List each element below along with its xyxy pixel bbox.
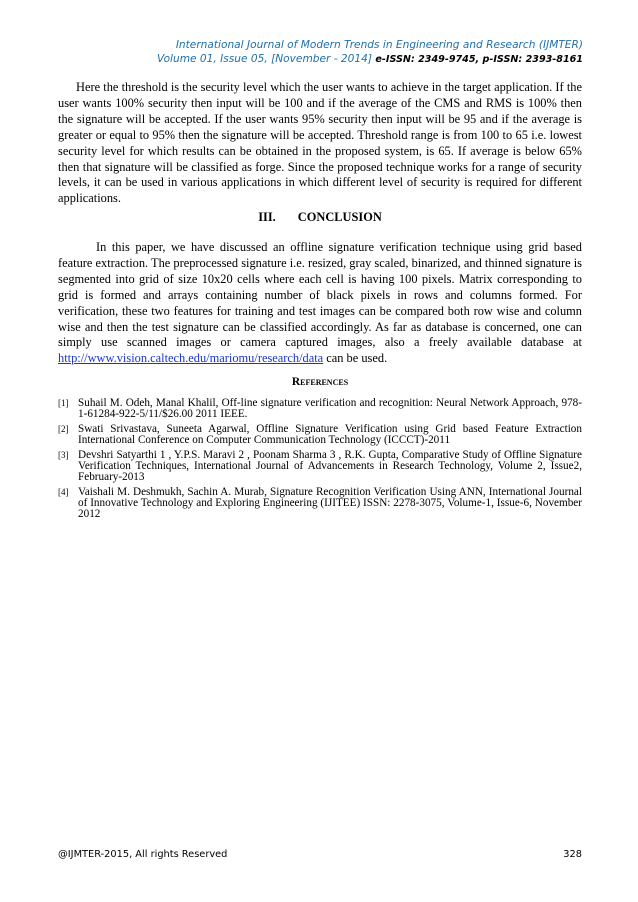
threshold-paragraph: Here the threshold is the security level which the user wants to achieve in the target application. If the user wants 100% security then input will be 100 and if the average of the CMS and RMS is 100% then the signature will be accepted. If the user wants 95% security then input will be 95 and if the average is greater or equal to 95% then the signature will be accepted. Threshold range is from 100 to 65 i.e. lowest security level for which results can be obtained in the proposed system, is 65. If average is below 65% then that signature will be classified as forge. Since the proposed technique works for a range of security levels, it can be used in various applications in which different level of security is required for different applications. [58,80,582,206]
reference-number: [3] [58,450,69,461]
journal-volume-issue: Volume 01, Issue 05, [November - 2014] [156,53,373,65]
journal-title: International Journal of Modern Trends in Engineering and Research (IJMTER) [175,39,583,51]
conclusion-paragraph [58,240,582,367]
reference-item [58,424,582,446]
reference-text: Suhail M. Odeh, Manal Khalil, Off-line signature verification and recognition: Neural Network Approach, 978-1-61284-922-5/11/$26.00 2011 IEEE. [78,397,582,420]
journal-issn: e-ISSN: 2349-9745, p-ISSN: 2393-8161 [375,54,583,65]
reference-text: Swati Srivastava, Suneeta Agarwal, Offline Signature Verification using Grid based Feature Extraction International Conference on Computer Communication Technology (ICCCT)-2011 [78,423,582,446]
section-title: CONCLUSION [297,210,382,224]
reference-text: Devshri Satyarthi 1 , Y.P.S. Maravi 2 , Poonam Sharma 3 , R.K. Gupta, Comparative Study of Offline Signature Verification Techniques, International Journal of Advancements in Research Technology, Volume 2, Issue2, February-2013 [78,449,582,483]
reference-number: [4] [58,487,69,498]
reference-text: Vaishali M. Deshmukh, Sachin A. Murab, Signature Recognition Verification Using ANN, International Journal of Innovative Technology and Exploring Engineering (IJITEE) ISSN: 2278-3075, Volume-1, Issue-6, November 2012 [78,486,582,520]
reference-item [58,398,582,420]
journal-volume-line [157,52,583,67]
section-number: III. [258,210,276,224]
reference-number: [1] [58,398,69,408]
page-footer [58,849,582,860]
conclusion-text: In this paper, we have discussed an offline signature verification technique using grid based feature extraction. The preprocessed signature i.e. resized, gray scaled, binarized, and thinned signature is segmented into grid of size 10x20 cells where each cell is having 100 pixels. Matrix corresponding to grid is formed and arrays containing number of black pixels in rows and columns formed. For verification, these two features for training and test images can be compared both row wise and column wise and then the test signature can be classified accordingly. As far as database is concerned, one can simply use scanned images or camera captured images, also a freely available database at [58,240,582,350]
section-heading [58,210,582,225]
references-heading: References [291,376,349,388]
reference-number: [2] [58,424,69,435]
reference-item [58,450,582,482]
journal-header [157,38,583,67]
reference-item [58,487,582,519]
database-link[interactable]: http://www.vision.caltech.edu/mariomu/research/data [58,351,324,366]
conclusion-text-end: can be used. [323,351,388,366]
page-number: 328 [563,849,582,860]
footer-copyright: @IJMTER-2015, All rights Reserved [58,849,228,860]
references-list [58,398,582,524]
